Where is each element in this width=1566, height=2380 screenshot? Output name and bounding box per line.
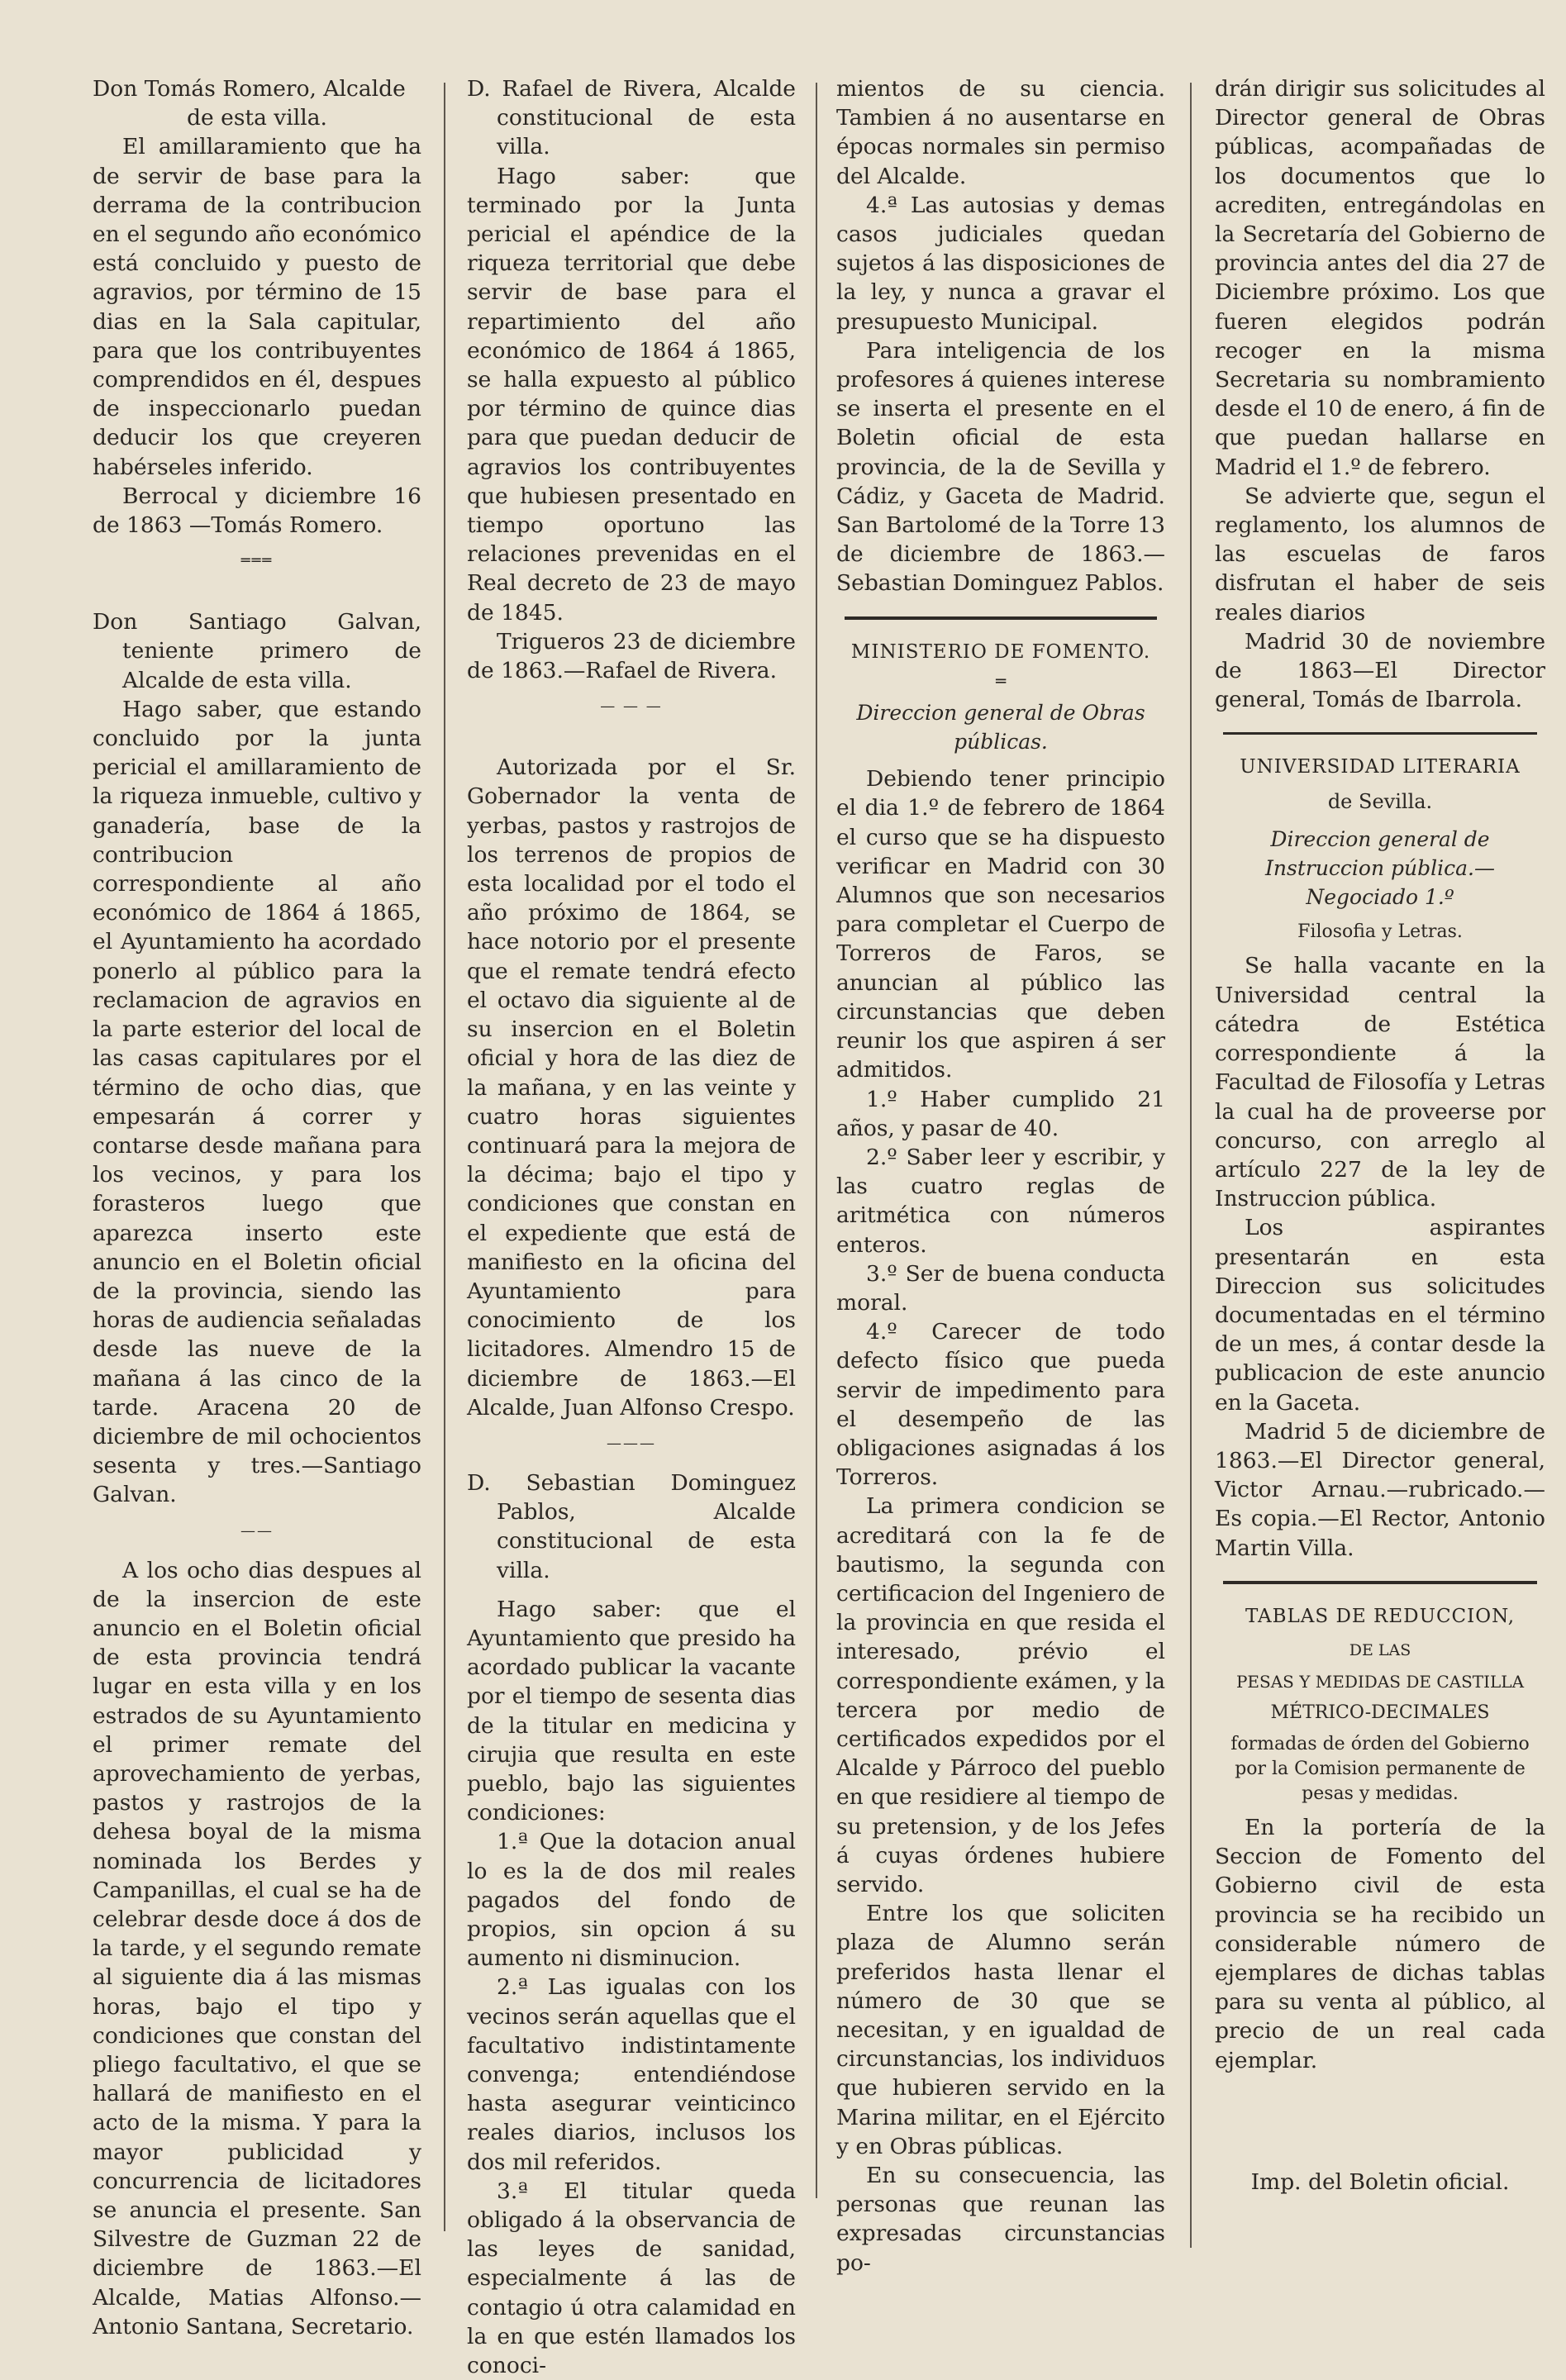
column-2 — [467, 74, 796, 2380]
notice-body: Se advierte que, segun el reglamento, los alumnos de las escuelas de faros disfrutan el haber de seis reales diarios — [1215, 483, 1545, 626]
condition-item: 1.ª Que la dotacion anual lo es la de dos mil reales pagados del fondo de propios, sin opcion á su aumento ni disminucion. — [467, 1829, 796, 1972]
section-heading: UNIVERSIDAD LITERARIA — [1240, 756, 1521, 778]
notice-heading: Don Tomás Romero, Alcalde — [93, 76, 406, 102]
subsection-heading: Direccion general de Instruccion pública.—Negociado 1.º — [1265, 826, 1495, 910]
notice-body: Se halla vacante en la Universidad central la cátedra de Estética correspondiente á la Facultad de Filosofía y Letras la cual ha de proveerse por concurso, con arreglo al artículo 227 de la ley de Instruccion pública. — [1215, 953, 1545, 1212]
notice-body: En la portería de la Seccion de Fomento del Gobierno civil de esta provincia se ha recibido un considerable número de ejemplares de dichas tablas para su venta al público, al precio de un real cada ejemplar. — [1215, 1814, 1545, 2073]
requirement-item: 2.º Saber leer y escribir, y las cuatro reglas de aritmética con números enteros. — [836, 1144, 1165, 1258]
section-rule — [1223, 1581, 1537, 1584]
notice-body: Autorizada por el Sr. Gobernador la venta de yerbas, pastos y rastrojos de los terrenos de propios de esta localidad por el todo el año próximo de 1864, se hace notorio por el presente que el remate tendrá efecto el octavo dia siguiente al de su insercion en el Boletin oficial y hora de las diez de la mañana, y en las veinte y cuatro horas siguientes continuará para la mejora de la décima; bajo el tipo y condiciones que constan en el expediente que está de manifiesto en la oficina del Ayuntamiento para conocimiento de los licitadores. Almendro 15 de diciembre de 1863.—El Alcalde, Juan Alfonso Crespo. — [467, 754, 796, 1421]
notice-body: Debiendo tener principio el dia 1.º de febrero de 1864 el curso que se ha dispuesto verificar en Madrid con 30 Alumnos que son necesarios para completar el Cuerpo de Torreros de Faros, se anuncian al público las circunstancias que deben reunir los que aspiren á ser admitidos. — [836, 766, 1165, 1083]
notice-body: Hago saber: que terminado por la Junta pericial el apéndice de la riqueza territorial que debe servir de base para el repartimiento del año económico de 1864 á 1865, se halla expuesto al público por término de quince dias para que puedan deducir de agravios los contribuyentes que hubiesen presentado en tiempo oportuno las relaciones prevenidas en el Real decreto de 23 de mayo de 1845. — [467, 163, 796, 626]
notice-signature: Madrid 5 de diciembre de 1863.—El Director general, Victor Arnau.—rubricado.—Es copia.—El Rector, Antonio Martin Villa. — [1215, 1418, 1545, 1561]
notice-body: Entre los que soliciten plaza de Alumno serán preferidos hasta llenar el número de 30 que se necesitan, y en igualdad de circunstancias, los individuos que hubieren servido en la Marina militar, en el Ejército y en Obras públicas. — [836, 1901, 1165, 2159]
notice-body: Los aspirantes presentarán en esta Direccion sus solicitudes documentadas en el término de un mes, á contar desde la publicacion de este anuncio en la Gaceta. — [1215, 1215, 1545, 1416]
notice-body: Hago saber: que el Ayuntamiento que presido ha acordado publicar la vacante por el tiempo de sesenta dias de la titular en medicina y cirujia que resulta en este pueblo, bajo las siguientes condiciones: — [467, 1596, 796, 1826]
column-divider — [444, 83, 445, 2231]
section-rule — [1223, 732, 1537, 735]
notice-heading-line: de esta villa. — [187, 105, 327, 131]
section-note: formadas de órden del Gobierno por la Comision permanente de pesas y medidas. — [1230, 1733, 1530, 1804]
requirement-item: 4.º Carecer de todo defecto físico que pueda servir de impedimento para el desempeño de las obligaciones asignadas á los Torreros. — [836, 1319, 1165, 1491]
separator: ═══ — [240, 552, 274, 570]
notice-body: El amillaramiento que ha de servir de base para la derrama de la contribucion en el segundo año económico está concluido y puesto de agravios, por término de 15 dias en la Sala capitular, para que los contribuyentes comprendidos en él, despues de inspeccionarlo puedan deducir los que creyeren habérseles inferido. — [93, 134, 421, 480]
separator: — — — — [600, 697, 663, 716]
column-divider — [816, 83, 817, 2198]
notice-signature: Madrid 30 de noviembre de 1863—El Director general, Tomás de Ibarrola. — [1215, 628, 1545, 713]
section-heading: MINISTERIO DE FOMENTO. — [850, 640, 1151, 663]
column-divider — [1190, 83, 1192, 2248]
separator: ——— — [607, 1434, 656, 1452]
notice-heading: D. Sebastian Dominguez Pablos, Alcalde constitucional de esta villa. — [467, 1469, 796, 1583]
notice-body: mientos de su ciencia. Tambien á no ausentarse en épocas normales sin permiso del Alcalde. — [836, 76, 1165, 189]
section-rule — [845, 616, 1157, 620]
section-subheading: DE LAS — [1349, 1640, 1411, 1659]
notice-heading: Don Santiago Galvan, teniente primero de Alcalde de esta villa. — [93, 609, 421, 693]
condition-item: 4.ª Las autosias y demas casos judiciales quedan sujetos á las disposiciones de la ley, y nunca a gravar el presupuesto Municipal. — [836, 192, 1165, 335]
section-subheading: de Sevilla. — [1327, 789, 1433, 813]
requirement-item: 3.º Ser de buena conducta moral. — [836, 1260, 1165, 1316]
notice-heading: D. Rafael de Rivera, Alcalde constitucional de esta villa. — [467, 76, 796, 160]
notice-body: La primera condicion se acreditará con la fe de bautismo, la segunda con certificacion del Ingeniero de la provincia en que resida el interesado, prévio el correspondiente exámen, y la tercera por medio de certificados expedidos por el Alcalde y Párroco del pueblo en que residiere al tiempo de su pretension, y de los Jefes á cuyas órdenes hubiere servido. — [836, 1493, 1165, 1897]
requirement-item: 1.º Haber cumplido 21 años, y pasar de 40. — [836, 1086, 1165, 1141]
notice-body: Hago saber, que estando concluido por la junta pericial el amillaramiento de la riqueza inmueble, cultivo y ganadería, base de la contribucion correspondiente al año económico de 1864 á 1865, el Ayuntamiento ha acordado ponerlo al público para la reclamacion de agravios en la parte esterior del local de las casas capitulares por el término de ocho dias, que empesarán á correr y contarse desde mañana para los vecinos, y para los forasteros luego que aparezca inserto este anuncio en el Boletin oficial de la provincia, siendo las horas de audiencia señaladas desde las nueve de la mañana á las cinco de la tarde. Aracena 20 de diciembre de mil ochocientos sesenta y tres.—Santiago Galvan. — [93, 696, 421, 1508]
notice-body: drán dirigir sus solicitudes al Director general de Obras públicas, acompañadas de los documentos que lo acrediten, entregándolas en la Secretaría del Gobierno de provincia antes del dia 27 de Diciembre próximo. Los que fueren elegidos podrán recoger en la misma Secretaria su nombramiento desde el 10 de enero, á fin de que puedan hallarse en Madrid el 1.º de febrero. — [1215, 76, 1545, 480]
column-1 — [93, 74, 421, 2341]
column-3 — [836, 74, 1165, 2278]
condition-item: 3.ª El titular queda obligado á la observancia de las leyes de sanidad, especialmente á las de contagio ú otra calamidad en la en que estén llamados los conoci- — [467, 2178, 796, 2379]
notice-body: En su consecuencia, las personas que reunan las expresadas circunstancias po- — [836, 2163, 1165, 2276]
notice-body: Para inteligencia de los profesores á quienes interese se inserta el presente en el Boletin oficial de esta provincia, de la de Sevilla y Cádiz, y Gaceta de Madrid. San Bartolomé de la Torre 13 de diciembre de 1863.—Sebastian Dominguez Pablos. — [836, 337, 1165, 597]
separator: —— — [240, 1521, 274, 1540]
printer-imprint: Imp. del Boletin oficial. — [1250, 2169, 1510, 2195]
notice-signature: Trigueros 23 de diciembre de 1863.—Rafael de Rivera. — [467, 628, 796, 684]
heading-mark: ═ — [995, 670, 1007, 691]
department-label: Filosofia y Letras. — [1297, 921, 1463, 943]
section-subheading: MÉTRICO-DECIMALES — [1270, 1702, 1490, 1723]
notice-body: A los ocho dias despues al de la insercion de este anuncio en el Boletin oficial de esta provincia tendrá lugar en esta villa y en los estrados de su Ayuntamiento el primer remate del aprovechamiento de yerbas, pastos y rastrojos de la dehesa boyal de la misma nominada los Berdes y Campanillas, el cual se ha de celebrar desde doce á dos de la tarde, y el segundo remate al siguiente dia á las mismas horas, bajo el tipo y condiciones que constan del pliego facultativo, el que se hallará de manifiesto en el acto de la misma. Y para la mayor publicidad y concurrencia de licitadores se anuncia el presente. San Silvestre de Guzman 22 de diciembre de 1863.—El Alcalde, Matias Alfonso.—Antonio Santana, Secretario. — [93, 1557, 421, 2340]
notice-signature: Berrocal y diciembre 16 de 1863 —Tomás Romero. — [93, 483, 421, 539]
section-subheading: PESAS Y MEDIDAS DE CASTILLA — [1235, 1671, 1525, 1692]
column-4 — [1215, 74, 1545, 2075]
condition-item: 2.ª Las igualas con los vecinos serán aquellas que el facultativo indistintamente convenga; entendiéndose hasta asegurar veinticinco reales diarios, inclusos los dos mil referidos. — [467, 1974, 796, 2175]
subsection-heading: Direccion general de Obras públicas. — [856, 700, 1145, 754]
section-heading: TABLAS DE REDUCCION, — [1245, 1605, 1516, 1627]
